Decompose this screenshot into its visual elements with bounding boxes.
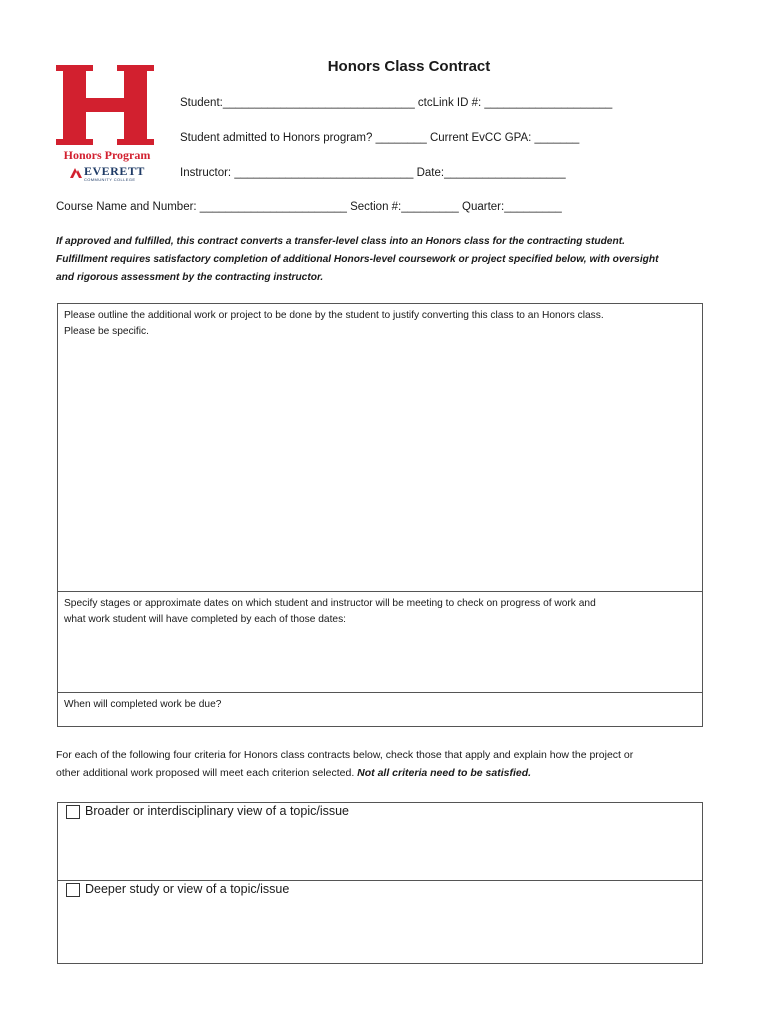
- honors-program-logo: [56, 62, 158, 184]
- logo-h-serif: [117, 139, 154, 145]
- course-section-quarter-field[interactable]: Course Name and Number: _______________________ Section #:_________ Quarter:_________: [56, 201, 562, 213]
- criterion-deeper-label: Deeper study or view of a topic/issue: [85, 882, 290, 896]
- logo-h-crossbar: [86, 98, 124, 112]
- logo-h-serif: [56, 139, 93, 145]
- prompt-line: what work student will have completed by each of those dates:: [64, 614, 347, 625]
- due-date-prompt: When will completed work be due?: [64, 699, 222, 710]
- logo-h-stem-left: [63, 66, 86, 144]
- admitted-gpa-field[interactable]: Student admitted to Honors program? ________ Current EvCC GPA: _______: [180, 132, 580, 144]
- work-outline-prompt: [64, 308, 694, 340]
- prompt-line: Please outline the additional work or project to be done by the student to justify converting this class to an Honors class.: [64, 310, 604, 321]
- logo-college-subtitle: COMMUNITY COLLEGE: [84, 177, 136, 182]
- intro-line: Fulfillment requires satisfactory completion of additional Honors-level coursework or project specified below, with oversight: [56, 254, 659, 265]
- criterion-broader-box[interactable]: [57, 802, 703, 881]
- contract-intro: [56, 233, 716, 287]
- intro-line: If approved and fulfilled, this contract converts a transfer-level class into an Honors class for the contracting student.: [56, 236, 625, 247]
- logo-college-name: EVERETT: [84, 164, 145, 178]
- everett-mountain-icon: [70, 166, 82, 178]
- student-field[interactable]: Student:______________________________ ctcLink ID #: ____________________: [180, 97, 613, 109]
- stages-box[interactable]: [57, 591, 703, 693]
- criteria-intro-period: .: [528, 767, 532, 779]
- prompt-line: Please be specific.: [64, 326, 149, 337]
- criteria-intro-emphasis: Not all criteria need to be satisfied: [357, 767, 529, 779]
- work-outline-box[interactable]: [57, 303, 703, 592]
- criterion-broader-label: Broader or interdisciplinary view of a topic/issue: [85, 804, 350, 818]
- intro-line: and rigorous assessment by the contracting instructor.: [56, 272, 324, 283]
- criteria-intro-line: For each of the following four criteria for Honors class contracts below, check those that apply and explain how the project or: [56, 749, 634, 761]
- criteria-intro: [56, 746, 716, 782]
- criterion-broader-checkbox[interactable]: [66, 805, 80, 819]
- page-title: Honors Class Contract: [327, 58, 491, 75]
- instructor-date-field[interactable]: Instructor: ____________________________ Date:___________________: [180, 167, 566, 179]
- logo-h-stem-right: [124, 66, 147, 144]
- criteria-intro-line: [56, 764, 716, 782]
- criterion-deeper-checkbox[interactable]: [66, 883, 80, 897]
- stages-prompt: [64, 596, 694, 628]
- criterion-deeper-box[interactable]: [57, 880, 703, 964]
- logo-program-text: Honors Program: [63, 148, 151, 162]
- due-date-box[interactable]: [57, 692, 703, 727]
- prompt-line: Specify stages or approximate dates on which student and instructor will be meeting to check on progress of work and: [64, 598, 596, 609]
- criteria-intro-text: other additional work proposed will meet each criterion selected.: [56, 767, 358, 779]
